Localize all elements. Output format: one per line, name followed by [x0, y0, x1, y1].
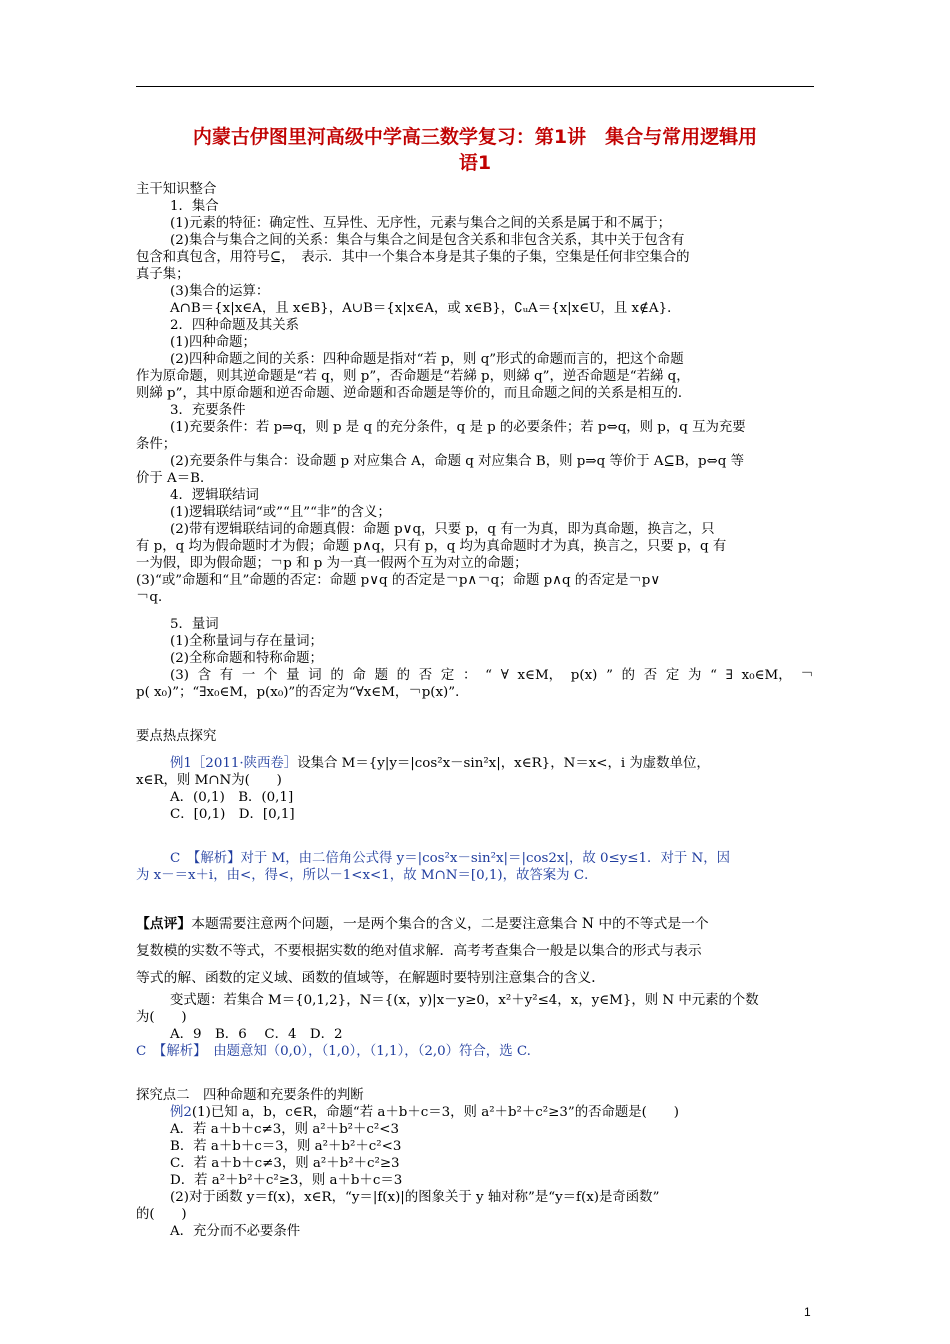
solution-line: C 【解析】对于 M，由二倍角公式得 y＝|cos²x－sin²x|＝|cos2x|，故 0≤y≤1．对于 N，因	[170, 851, 730, 866]
justified-token: 词	[308, 668, 322, 683]
paragraph-line: A∩B＝{x|x∈A，且 x∈B}，A∪B＝{x|x∈A，或 x∈B}，∁ᵤA＝{x|x∈U，且 x∉A}．	[170, 301, 681, 316]
paragraph-line: p( x₀)”；“∃x₀∈M，p(x₀)”的否定为“∀x∈M，￢p(x)”．	[136, 685, 469, 700]
paragraph-line: 变式题：若集合 M＝{0,1,2}，N＝{(x，y)|x－y≥0，x²＋y²≤4，x，y∈M}，则 N 中元素的个数	[170, 993, 759, 1008]
example-2-line	[136, 1104, 814, 1121]
option-line: A．若 a＋b＋c≠3，则 a²＋b²＋c²<3	[170, 1122, 400, 1137]
justified-token: 的	[330, 668, 344, 683]
paragraph-line: 有 p，q 均为假命题时才为假；命题 p∧q，只有 p，q 均为真命题时才为真，换言之，只要 p，q 有	[136, 539, 727, 554]
paragraph-line: (2)四种命题之间的关系：四种命题是指对“若 p，则 q”形式的命题而言的，把这个命题	[170, 352, 684, 367]
justified-token: x₀∈M，	[741, 668, 792, 683]
paragraph-line: (1)充要条件：若 p⇒q，则 p 是 q 的充分条件，q 是 p 的必要条件；若 p⇔q，则 p，q 互为充要	[170, 420, 746, 435]
paragraph-line: 则綈 p”，其中原命题和逆否命题、逆命题和否命题是等价的，而且命题之间的关系是相互的．	[136, 386, 692, 401]
title-line-2: 语1	[458, 152, 492, 174]
justified-token: x∈M，	[517, 668, 563, 683]
justified-token: 的	[621, 668, 636, 683]
comment-text: 本题需要注意两个问题，一是两个集合的含义，二是要注意集合 N 中的不等式是一个	[191, 916, 709, 932]
paragraph-line: 包含和真包含，用符号⊆， 表示．其中一个集合本身是其子集的子集，空集是任何非空集合的	[136, 250, 690, 265]
option-line: A．9 B．6 C．4 D．2	[170, 1027, 343, 1042]
justified-token: 题	[374, 668, 388, 683]
section-heading: 要点热点探究	[136, 729, 217, 744]
comment-line: 复数模的实数不等式，不要根据实数的绝对值求解．高考考查集合一般是以集合的形式与表示	[136, 943, 702, 959]
justified-token: 量	[286, 668, 300, 683]
paragraph-line: 5．量词	[170, 617, 219, 632]
header-rule	[136, 86, 814, 87]
paragraph-line: 4．逻辑联结词	[170, 488, 259, 503]
example-label: 例1［2011·陕西卷］	[170, 756, 298, 771]
paragraph-line: 的( )	[136, 1207, 187, 1222]
solution-line: C 【解析】 由题意知（0,0），（1,0），（1,1），（2,0）符合，选 C.	[136, 1044, 531, 1059]
solution-line: 为 x－＝x＋i，由<，得<，所以－1<x<1，故 M∩N＝[0,1)，故答案为 C．	[136, 868, 598, 883]
page-number: 1	[804, 1305, 811, 1319]
paragraph-line: (2)集合与集合之间的关系：集合与集合之间是包含关系和非包含关系，其中关于包含有	[170, 233, 685, 248]
paragraph-line: 真子集；	[136, 267, 190, 282]
justified-token: 命	[352, 668, 366, 683]
justified-token: 的	[396, 668, 411, 683]
paragraph-line: (2)对于函数 y＝f(x)，x∈R，“y＝|f(x)|的图象关于 y 轴对称”是“y＝f(x)是奇函数”	[170, 1190, 660, 1205]
option-line: C．若 a＋b＋c≠3，则 a²＋b²＋c²≥3	[170, 1156, 400, 1171]
paragraph-line: 2．四种命题及其关系	[170, 318, 300, 333]
justified-token: 含	[197, 668, 212, 683]
comment-line: 等式的解、函数的定义域、函数的值域等，在解题时要特别注意集合的含义．	[136, 970, 606, 986]
example-1-line	[136, 755, 814, 772]
paragraph-line: 条件；	[136, 437, 177, 452]
justified-token: ”	[606, 668, 613, 683]
document-body	[136, 181, 814, 1240]
example-text: 设集合 M＝{y|y＝|cos²x－sin²x|，x∈R}，N＝x<，i 为虚数单位，	[297, 756, 710, 771]
paragraph-line: (1)逻辑联结词“或”“且”“非”的含义；	[170, 505, 391, 520]
title-line-1: 内蒙古伊图里河高级中学高三数学复习：第1讲 集合与常用逻辑用	[192, 126, 758, 148]
paragraph-line: (2)全称命题和特称命题；	[170, 651, 323, 666]
justified-token: ：	[463, 668, 477, 683]
justified-token: 定	[665, 668, 680, 683]
justified-token: ∃	[725, 668, 733, 683]
paragraph-line: 作为原命题，则其逆命题是“若 q，则 p”，否命题是“若綈 p，则綈 q”，逆否命题是“若綈 q，	[136, 369, 690, 384]
paragraph-line: 为( )	[136, 1010, 187, 1025]
paragraph-line: (2)带有逻辑联结词的命题真假：命题 p∨q，只要 p，q 有一为真，即为真命题，换言之，只	[170, 522, 715, 537]
paragraph-line: 一为假，即为假命题；￢p 和 p 为一真一假两个互为对立的命题；	[136, 556, 528, 571]
justified-token: “	[485, 668, 492, 683]
paragraph-line: (1)四种命题；	[170, 335, 256, 350]
justified-token: “	[710, 668, 717, 683]
option-line: A．(0,1) B．(0,1]	[170, 790, 294, 805]
justified-token: 否	[418, 668, 433, 683]
justified-token: ￢	[800, 668, 814, 683]
justified-token: 为	[688, 668, 702, 683]
paragraph-line: (3)“或”命题和“且”命题的否定：命题 p∨q 的否定是￢p∧￢q；命题 p∧q 的否定是￢p∨	[136, 573, 661, 588]
option-line: D．若 a²＋b²＋c²≥3，则 a＋b＋c＝3	[170, 1173, 403, 1188]
paragraph-line: 1．集合	[170, 199, 219, 214]
paragraph-line: (2)充要条件与集合：设命题 p 对应集合 A，命题 q 对应集合 B，则 p⇒q 等价于 A⊆B，p⇔q 等	[170, 454, 744, 469]
paragraph-line: (1)全称量词与存在量词；	[170, 634, 323, 649]
justified-token: 有	[219, 668, 234, 683]
justified-token: 个	[264, 668, 278, 683]
example-text: (1)已知 a，b，c∈R，命题“若 a＋b＋c＝3，则 a²＋b²＋c²≥3”的否命题是( )	[191, 1105, 679, 1120]
example-label: 例2	[170, 1105, 192, 1120]
paragraph-line: 3．充要条件	[170, 403, 246, 418]
comment-label: 【点评】	[136, 916, 192, 932]
paragraph-line: (1)元素的特征：确定性、互异性、无序性，元素与集合之间的关系是属于和不属于；	[170, 216, 672, 231]
paragraph-line: (3)集合的运算：	[170, 284, 270, 299]
section-heading: 主干知识整合	[136, 182, 217, 197]
option-line: C．[0,1) D．[0,1]	[170, 807, 295, 822]
justified-token: (3)	[170, 668, 189, 683]
comment-line	[136, 911, 814, 938]
paragraph-line: 价于 A＝B．	[136, 471, 214, 486]
justified-token: p(x)	[570, 668, 598, 683]
document-title	[136, 124, 814, 176]
section-heading: 探究点二 四种命题和充要条件的判断	[136, 1088, 364, 1103]
justified-line	[136, 667, 814, 684]
paragraph-line: x∈R，则 M∩N为( )	[136, 773, 282, 788]
justified-token: 定	[440, 668, 455, 683]
justified-token: ∀	[500, 668, 509, 683]
option-line: B．若 a＋b＋c＝3，则 a²＋b²＋c²<3	[170, 1139, 402, 1154]
justified-token: 否	[643, 668, 658, 683]
option-line: A．充分而不必要条件	[170, 1224, 301, 1239]
justified-token: 一	[241, 668, 256, 683]
paragraph-line: ￢q．	[136, 590, 172, 605]
